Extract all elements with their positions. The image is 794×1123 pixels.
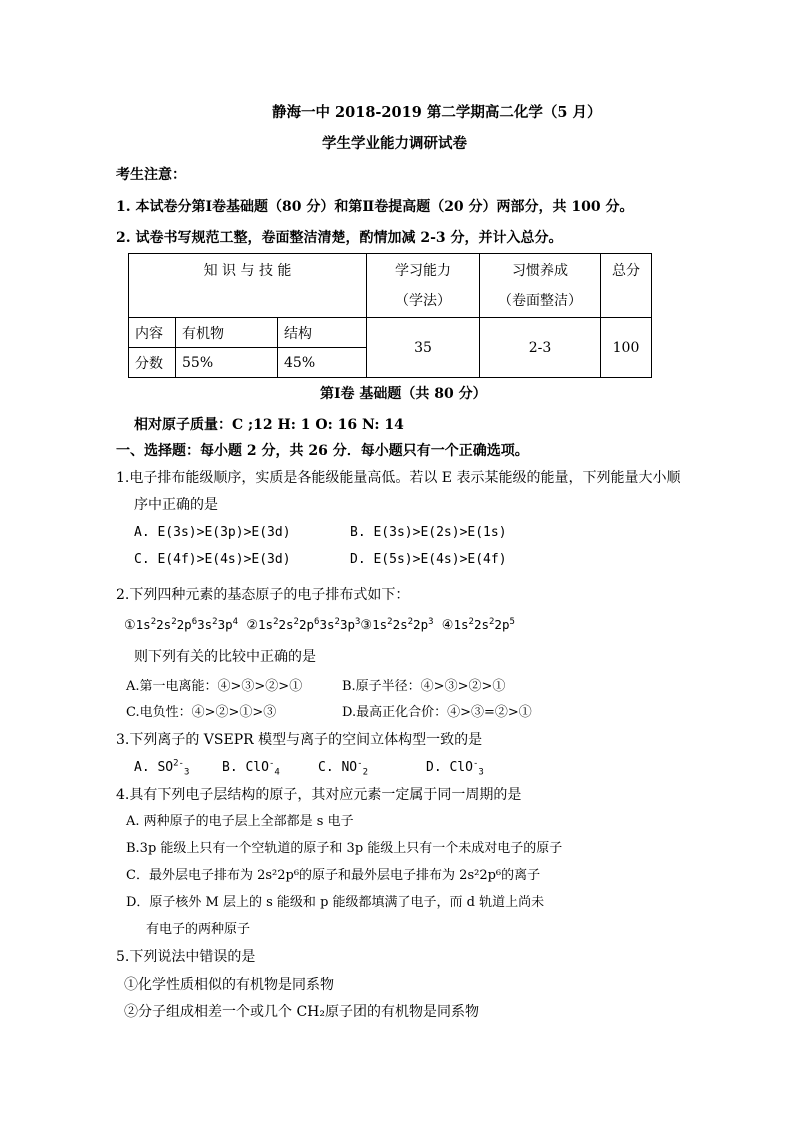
q3-option-a: A. $SO^{2-}_3$ [134,758,190,778]
row-score-organic: 55% [176,348,278,378]
header-habit [480,254,601,318]
exam-title: 静海一中 2018-2019 第二学期高二化学（5 月） [272,104,602,121]
q3-stem: 3.下列离子的 VSEPR 模型与离子的空间立体构型一致的是 [116,732,483,748]
mc-heading: 一、选择题：每小题 2 分，共 26 分．每小题只有一个正确选项。 [116,443,529,459]
q1-option-c: C. E(4f)>E(4s)>E(3d) [134,552,291,567]
q2-cfg2-marker: ② [246,618,258,633]
q2-sub-question: 则下列有关的比较中正确的是 [134,649,316,665]
exam-subtitle: 学生学业能力调研试卷 [322,135,467,152]
q4-stem: 4.具有下列电子层结构的原子，其对应元素一定属于同一周期的是 [116,787,522,803]
header-habit-l2: （卷面整洁） [498,292,582,309]
q2-option-a: A.第一电离能：④>③>②>① [126,679,303,694]
notice-item-1: 1. 本试卷分第Ⅰ卷基础题（80 分）和第Ⅱ卷提高题（20 分）两部分，共 100 分。 [116,199,634,215]
q1-stem-line1: 1.电子排布能级顺序，实质是各能级能量高低。若以 E 表示某能级的能量，下列能量大小顺 [116,470,681,486]
q3-option-a-text: A. SO [134,760,174,775]
section-title: 第Ⅰ卷 基础题（共 80 分） [320,386,487,402]
header-total: 总分 [601,254,652,318]
q4-option-a: A. 两种原子的电子层上全部都是 s 电子 [126,814,354,829]
q2-cfg3: $1s^22s^22p^3$ [372,616,434,632]
q2-option-c: C.电负性：④>②>①>③ [126,705,277,720]
q5-item-1: ①化学性质相似的有机物是同系物 [124,977,334,993]
q4-option-d-line1: D．原子核外 M 层上的 s 能级和 p 能级都填满了电子，而 d 轨道上尚未 [126,895,545,910]
q1-option-b: B. E(3s)>E(2s)>E(1s) [350,525,507,540]
q2-cfg2: $1s^22s^22p^63s^23p^3$ [258,616,361,632]
header-habit-l1: 习惯养成 [512,262,568,279]
total-score: 100 [601,318,652,378]
q3-option-d: D. ClO-$_3$ [426,758,484,778]
q4-option-b: B.3p 能级上只有一个空轨道的原子和 3p 能级上只有一个未成对电子的原子 [126,841,563,856]
q3-option-b-text: B. ClO [222,760,269,775]
row-score-label: 分数 [129,348,176,378]
q2-option-d: D.最高正化合价：④>③=②>① [342,705,532,720]
q3-option-d-text: D. ClO [426,760,473,775]
q2-cfg4: $1s^22s^22p^5$ [453,616,515,632]
q5-stem: 5.下列说法中错误的是 [116,949,256,965]
q2-configurations [124,615,515,636]
q4-option-c: C．最外层电子排布为 2s²2p⁶的原子和最外层电子排布为 2s²2p⁶的离子 [126,868,541,883]
header-study-l2: （学法） [395,292,451,309]
q3-option-b: B. ClO-$_4$ [222,758,280,778]
atomic-mass-line: 相对原子质量：C ;12 H: 1 O: 16 N: 14 [134,417,404,433]
score-table [128,253,652,378]
notice-item-2: 2. 试卷书写规范工整，卷面整洁清楚，酌情加减 2-3 分，并计入总分。 [116,230,563,246]
q2-cfg4-marker: ④ [441,618,454,633]
row-score-structure: 45% [278,348,367,378]
header-study-l1: 学习能力 [395,262,451,279]
row-content-label: 内容 [129,318,176,348]
q2-cfg1-marker: ① [124,618,136,633]
q1-option-a: A. E(3s)>E(3p)>E(3d) [134,525,291,540]
header-study [367,254,480,318]
q2-option-b: B.原子半径：④>③>②>① [342,679,506,694]
q1-option-d: D. E(5s)>E(4s)>E(4f) [350,552,507,567]
habit-score: 2-3 [480,318,601,378]
study-score: 35 [367,318,480,378]
q3-option-c: C. $NO^-_2$ [318,758,368,778]
notice-heading: 考生注意： [116,167,186,183]
q5-item-2: ②分子组成相差一个或几个 CH₂原子团的有机物是同系物 [124,1004,479,1020]
header-knowledge: 知 识 与 技 能 [129,254,367,318]
q3-option-c-text: C. NO [318,760,358,775]
row-content-organic: 有机物 [176,318,278,348]
row-content-structure: 结构 [278,318,367,348]
q2-cfg3-marker: ③ [360,618,373,633]
q2-stem: 2.下列四种元素的基态原子的电子排布式如下： [116,587,410,603]
q2-cfg1: $1s^22s^22p^63s^23p^4$ [135,616,239,632]
q4-option-d-line2: 有电子的两种原子 [146,922,251,937]
q1-stem-line2: 序中正确的是 [134,497,218,513]
